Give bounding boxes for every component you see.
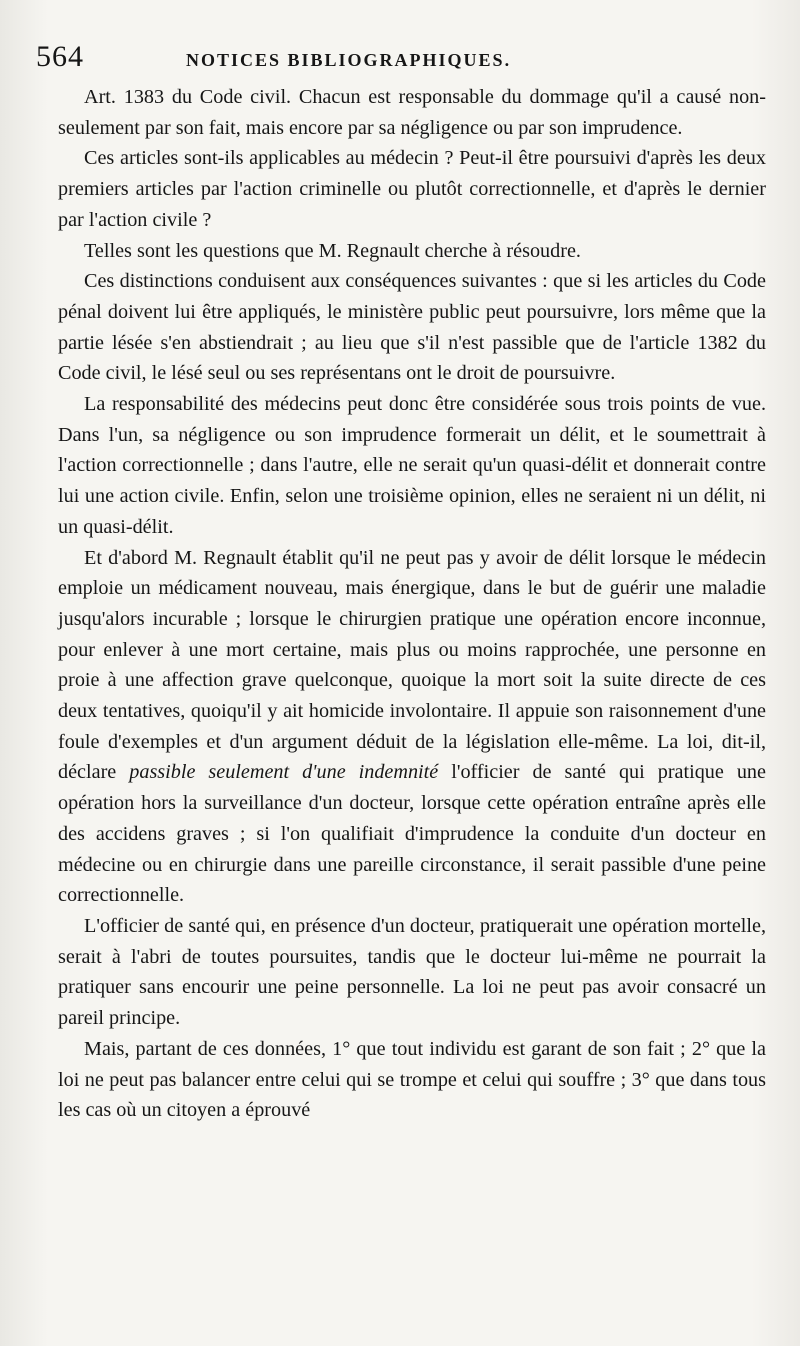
paragraph-regnault-argument <box>58 543 766 911</box>
paragraph-distinctions: Ces distinctions conduisent aux conséquences suivantes : que si les articles du Code pénal doivent lui être appliqués, le ministère public peut poursuivre, lors même que la partie lésée s'en abstiendrait ; au lieu que s'il n'est passible que de l'article 1382 du Code civil, le lésé seul ou ses représentans ont le droit de poursuivre. <box>58 270 766 385</box>
paragraph-officier-de-sante: L'officier de santé qui, en présence d'un docteur, pratiquerait une opération mortelle, serait à l'abri de toutes poursuites, tandis que le docteur lui-même ne pourrait la pratiquer sans encourir une peine personnelle. La loi ne peut pas avoir consacré un pareil principe. <box>58 914 766 1030</box>
argument-text-before: Et d'abord M. Regnault établit qu'il ne peut pas y avoir de délit lorsque le médecin emploie un médicament nouveau, mais énergique, dans le but de guérir une maladie jusqu'alors incurable ; lorsque le chirurgien pratique une opération encore inconnue, pour enlever à une mort certaine, mais plus ou moins rapprochée, une personne en proie à une affection grave quelconque, quoique la mort soit la suite directe de ces deux tentatives, quoiqu'il y ait homicide involontaire. Il appuie son raisonnement d'une foule d'exemples et d'un argument déduit de la législation elle-même. La loi, dit-il, déclare <box>58 546 766 784</box>
body-text <box>58 82 766 1126</box>
paragraph-questions: Telles sont les questions que M. Regnault cherche à résoudre. <box>84 239 581 262</box>
paragraph-donnees: Mais, partant de ces données, 1° que tout individu est garant de son fait ; 2° que la loi ne peut pas balancer entre celui qui se trompe et celui qui souffre ; 3° que dans tous les cas où un citoyen a éprouvé <box>58 1037 766 1122</box>
page-header <box>36 40 766 82</box>
emphasis-indemnite: passible seulement d'une indemnité <box>129 761 439 784</box>
argument-text-after: l'officier de santé qui pratique une opération hors la surveillance d'un docteur, lorsque cette opération entraîne après elle des accidens graves ; si l'on qualifiait d'imprudence la conduite d'un docteur en médecine ou en chirurgie dans une pareille circonstance, il serait passible d'une peine correctionnelle. <box>58 761 766 907</box>
paragraph-applicability-question: Ces articles sont-ils applicables au médecin ? Peut-il être poursuivi d'après les deux premiers articles par l'action criminelle ou plutôt correctionnelle, et d'après le dernier par l'action civile ? <box>58 147 766 231</box>
running-head: NOTICES BIBLIOGRAPHIQUES. <box>186 50 512 70</box>
page-number: 564 <box>36 40 84 73</box>
paragraph-article-1383: Art. 1383 du Code civil. Chacun est responsable du dommage qu'il a causé non-seulement par son fait, mais encore par sa négligence ou par son imprudence. <box>58 86 766 139</box>
paragraph-three-viewpoints: La responsabilité des médecins peut donc être considérée sous trois points de vue. Dans l'un, sa négligence ou son imprudence formerait un délit, et le soumettrait à l'action correctionnelle ; dans l'autre, elle ne serait qu'un quasi-délit et donnerait contre lui une action civile. Enfin, selon une troisième opinion, elles ne seraient ni un délit, ni un quasi-délit. <box>58 393 766 538</box>
